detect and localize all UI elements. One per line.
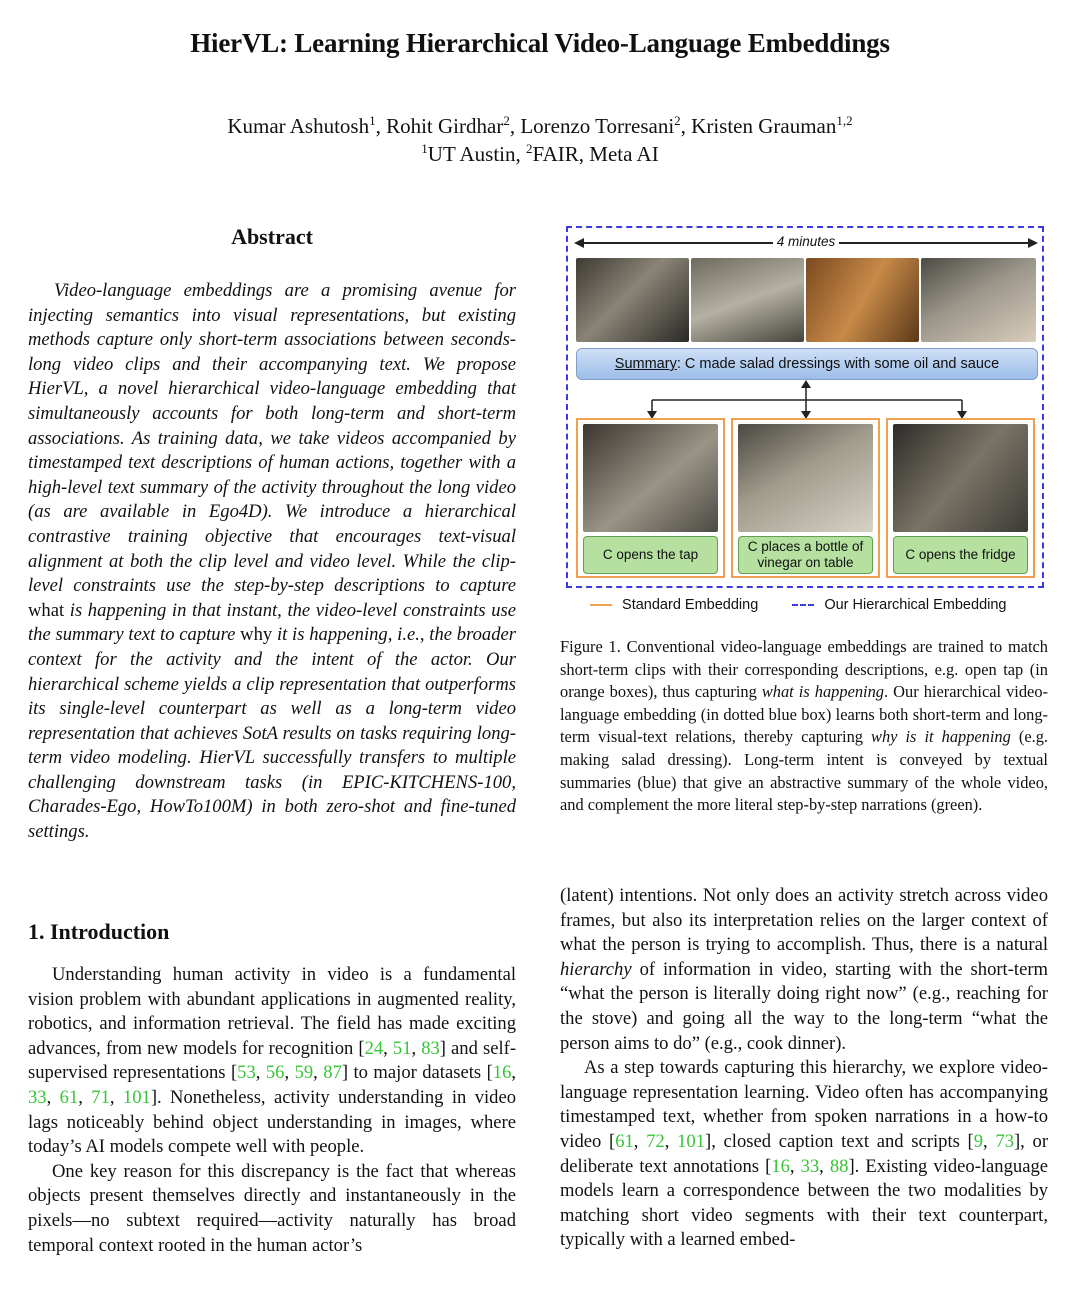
duration-text: 4 minutes — [773, 234, 840, 249]
abstract-segment: Video-language embeddings are a promising avenue for injecting semantics into visual representations, but existing methods capture only short-term associations between seconds-long video clips and their accompanying text. We propose HierVL, a novel hierarchical video-language embedding that simultaneously accounts for both long-term and short-term associations. As training data, we take videos accompanied by timestamped text descriptions of human actions, together with a high-level text summary of the activity throughout the long video (as are available in Ego4D). We introduce a hierarchical contrastive training objective that encourages text-visual alignment at both the clip level and video level. While the clip-level constraints use the step-by-step descriptions to capture — [28, 280, 516, 597]
paragraph-segment: , — [983, 1130, 996, 1152]
narration-box: C opens the fridge — [893, 536, 1028, 574]
video-frame-2 — [691, 258, 804, 342]
figure-1 — [566, 226, 1044, 588]
author-name: Kristen Grauman — [691, 114, 837, 138]
intro-right-column — [560, 884, 1048, 1253]
affiliation-mark: 1 — [421, 141, 428, 156]
affiliation-mark: 2 — [526, 141, 533, 156]
video-frame-1 — [576, 258, 689, 342]
citation-link[interactable]: 33 — [28, 1086, 47, 1108]
clip-box-2 — [731, 418, 880, 578]
intro-paragraph-4 — [560, 1056, 1048, 1253]
paragraph-segment: , — [819, 1155, 830, 1177]
intro-paragraph-3 — [560, 884, 1048, 1056]
paragraph-segment: ]. Nonetheless, activity understanding in video lags noticeably behind object understanding in images, where today’s AI models compete well with people. — [28, 1086, 517, 1158]
paragraph-segment: , — [383, 1037, 393, 1059]
citation-link[interactable]: 51 — [392, 1037, 412, 1059]
narration-box: C opens the tap — [583, 536, 718, 574]
abstract-heading: Abstract — [231, 224, 313, 249]
caption-segment: . Our hierarchical video-language embedding (in dotted blue box) learns both short-term and long-term visual-text relations, thereby capturing — [560, 682, 1048, 747]
caption-emphasis: why is it happening — [871, 727, 1011, 747]
citation-link[interactable]: 88 — [829, 1155, 849, 1177]
paragraph-segment: , — [633, 1130, 647, 1152]
affiliation-name: FAIR, Meta AI — [532, 142, 659, 166]
caption-segment: Figure 1. Conventional video-language embeddings are trained to match short-term clips with their corresponding descriptions, e.g. open tap (in orange boxes), thus capturing — [560, 637, 1048, 702]
paragraph-segment: (latent) intentions. Not only does an activity stretch across video frames, but also its interpretation relies on the larger context of what the person is trying to accomplish. Thus, there is a natural — [560, 885, 1048, 956]
figure-legend — [590, 597, 1006, 613]
abstract-segment: it is happening, i.e., the broader context for the activity and the intent of the actor. Our hierarchical scheme yields a clip representation that outperforms its single-level counterpart as well as a long-term video representation that achieves SotA results on tasks requiring long-term video modeling. HierVL successfully transfers to multiple challenging downstream tasks (in EPIC-KITCHENS-100, Charades-Ego, HowTo100M) in both zero-shot and fine-tuned settings. — [28, 624, 516, 843]
legend-swatch-hierarchical — [792, 604, 814, 606]
legend-swatch-standard — [590, 604, 612, 606]
author-name: Rohit Girdhar — [386, 114, 504, 138]
citation-link[interactable]: 71 — [91, 1086, 110, 1108]
paragraph-emphasis: hierarchy — [560, 958, 632, 980]
summary-label: Summary — [614, 356, 677, 372]
citation-link[interactable]: 72 — [646, 1130, 665, 1152]
paper-title: HierVL: Learning Hierarchical Video-Language Embeddings — [190, 28, 890, 58]
citation-link[interactable]: 16 — [771, 1155, 790, 1177]
citation-link[interactable]: 24 — [364, 1037, 384, 1059]
citation-link[interactable]: 56 — [265, 1062, 285, 1084]
abstract-text — [28, 279, 516, 845]
author-affiliation-mark: 2 — [674, 113, 681, 128]
paragraph-segment: ]. Existing video-language models learn a correspondence between the two modalities by matching short video segments with their text counterpart, typically with a learned embed- — [560, 1155, 1048, 1251]
clip-frame — [583, 424, 718, 532]
intro-paragraph-1 — [28, 963, 516, 1160]
author-list: Kumar Ashutosh$^1$, Rohit Girdhar$^2$, Lorenzo Torresani$^2$, Kristen Grauman$^{1,2}$ — [227, 113, 853, 138]
paragraph-segment: As a step towards capturing this hierarchy, we explore video-language representation learning. Video often has accompanying timestamped text, whether from spoken narrations in a how-to video [ — [560, 1057, 1048, 1152]
paragraph-segment: ], or deliberate text annotations [ — [560, 1130, 1049, 1177]
paragraph-segment: Understanding human activity in video is a fundamental vision problem with abundant applications in augmented reality, robotics, and information retrieval. The field has made exciting advances, from new models for recognition [ — [28, 964, 516, 1059]
summary-text: : C made salad dressings with some oil and sauce — [676, 356, 1000, 372]
narration-box: C places a bottle of vinegar on table — [738, 536, 873, 574]
author-affiliation-mark: 2 — [503, 113, 510, 128]
author-name: Lorenzo Torresani — [520, 114, 675, 138]
paragraph-segment: , — [46, 1086, 60, 1108]
paragraph-segment: , — [255, 1062, 266, 1084]
paragraph-segment: , — [109, 1086, 123, 1108]
section-heading-introduction: 1. Introduction — [28, 919, 170, 944]
clip-box-1 — [576, 418, 725, 578]
paragraph-segment: , — [664, 1130, 678, 1152]
video-frame-4 — [921, 258, 1036, 342]
duration-indicator — [576, 234, 1036, 250]
citation-link[interactable]: 33 — [800, 1155, 820, 1177]
clip-frame — [893, 424, 1028, 532]
paragraph-segment: ], closed caption text and scripts [ — [705, 1130, 974, 1152]
video-frame-3 — [806, 258, 919, 342]
paragraph-segment: ] and self-supervised representations [ — [28, 1037, 517, 1084]
citation-link[interactable]: 16 — [492, 1062, 512, 1084]
citation-link[interactable]: 101 — [122, 1086, 151, 1108]
citation-link[interactable]: 83 — [421, 1037, 440, 1059]
citation-link[interactable]: 53 — [237, 1062, 256, 1084]
citation-link[interactable]: 61 — [59, 1086, 79, 1108]
citation-link[interactable]: 61 — [615, 1130, 634, 1152]
author-block — [0, 112, 1080, 168]
citation-link[interactable]: 101 — [677, 1130, 705, 1152]
citation-link[interactable]: 87 — [323, 1062, 342, 1084]
abstract-emphasis: what — [28, 599, 65, 621]
paragraph-segment: , — [789, 1155, 801, 1177]
duration-label — [576, 234, 1036, 249]
legend-label-hierarchical: Our Hierarchical Embedding — [824, 597, 1007, 613]
intro-left-column — [28, 963, 516, 1258]
citation-link[interactable]: 59 — [294, 1062, 314, 1084]
paragraph-segment: ] to major datasets [ — [341, 1062, 493, 1084]
summary-text-box — [576, 348, 1038, 380]
author-affiliation-mark: 1,2 — [836, 113, 853, 128]
paragraph-segment: , — [284, 1062, 295, 1084]
intro-paragraph-2: One key reason for this discrepancy is the fact that whereas objects present themselves directly and instantaneously in the pixels—no subtext required—activity naturally has broad temporal context rooted in the human actor’s — [28, 1160, 516, 1256]
affiliation-name: UT Austin, — [427, 142, 527, 166]
author-name: Kumar Ashutosh — [227, 114, 370, 138]
clip-box-3 — [886, 418, 1035, 578]
paragraph-segment: , — [511, 1062, 517, 1084]
caption-segment: (e.g. making salad dressing). Long-term intent is conveyed by textual summaries (blue) that give an abstractive summary of the whole video, and complement the more literal step-by-step narrations (green). — [560, 727, 1048, 815]
author-affiliation-mark: 1 — [369, 113, 376, 128]
abstract-emphasis: why — [240, 624, 273, 646]
paragraph-segment: of information in video, starting with the short-term “what the person is literally doing right now” (e.g., reaching for the stove) and going all the way to the long-term “what the person aims to do” (e.g., cook dinner). — [560, 958, 1048, 1054]
figure-caption — [560, 636, 1048, 817]
paragraph-segment: , — [411, 1037, 422, 1059]
legend-label-standard: Standard Embedding — [622, 597, 759, 613]
citation-link[interactable]: 73 — [995, 1130, 1014, 1152]
citation-link[interactable]: 9 — [973, 1130, 984, 1152]
paragraph-segment: , — [313, 1062, 324, 1084]
abstract-segment: is happening in that instant, the video-level constraints use the summary text to capture — [28, 599, 516, 646]
summary-connectors — [568, 378, 1046, 420]
paragraph-segment: , — [78, 1086, 92, 1108]
caption-emphasis: what is happening — [761, 682, 884, 702]
clip-frame — [738, 424, 873, 532]
affiliation-list — [0, 140, 1080, 168]
